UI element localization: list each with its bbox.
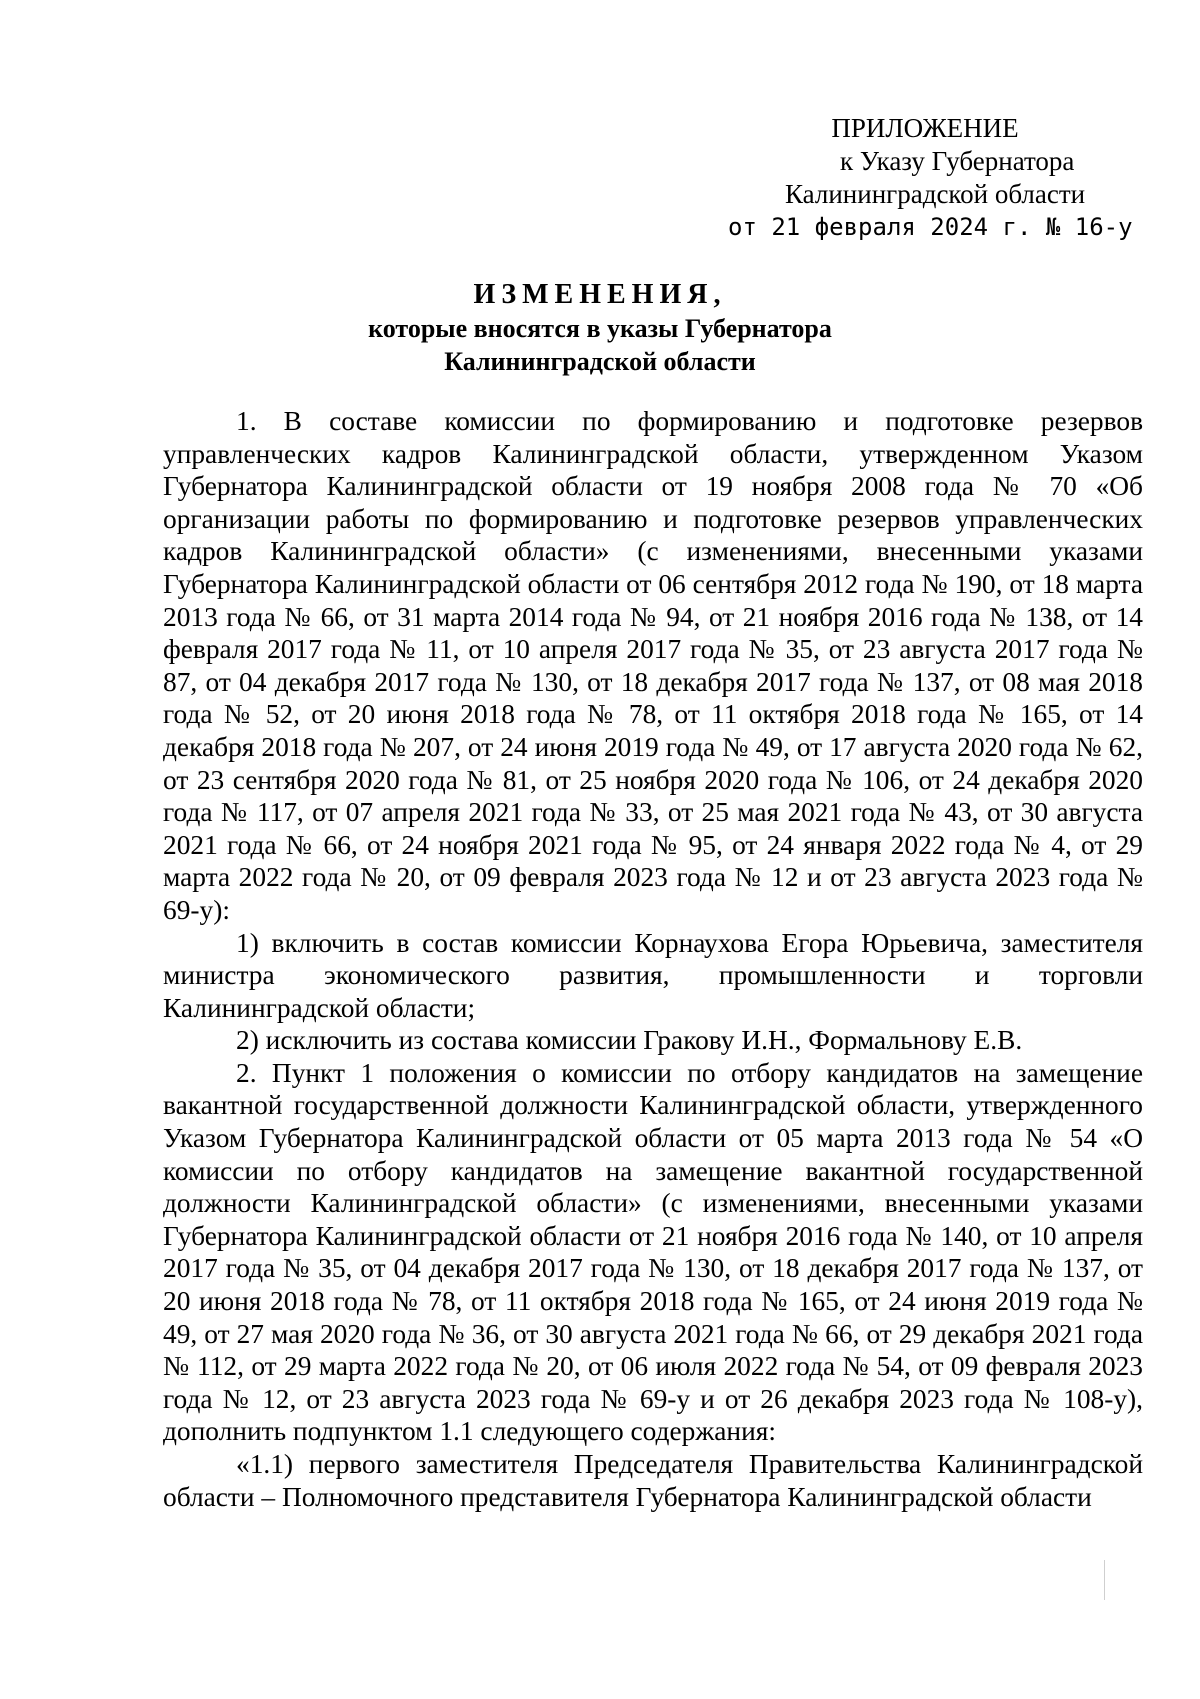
appendix-header bbox=[660, 112, 1140, 244]
paragraph-subitem-1: 1) включить в состав комиссии Корнаухова Егора Юрьевича, заместителя министра экономического развития, промышленности и торговли Калининградской области; bbox=[163, 927, 1143, 1023]
paragraph-item-2: 2. Пункт 1 положения о комиссии по отбору кандидатов на замещение вакантной государственной должности Калининградской области, утвержденного Указом Губернатора Калининградской области от 05 марта 2013 года № 54 «О комиссии по отбору кандидатов на замещение вакантной государственной должности Калининградской области» (с изменениями, внесенными указами Губернатора Калининградской области от 21 ноября 2016 года № 140, от 10 апреля 2017 года № 35, от 04 декабря 2017 года № 130, от 18 декабря 2017 года № 137, от 20 июня 2018 года № 78, от 11 октября 2018 года № 165, от 24 июня 2019 года № 49, от 27 мая 2020 года № 36, от 30 августа 2021 года № 66, от 29 декабря 2021 года № 112, от 29 марта 2022 года № 20, от 06 июля 2022 года № 54, от 09 февраля 2023 года № 12, от 23 августа 2023 года № 69-у и от 26 декабря 2023 года № 108-у), дополнить подпунктом 1.1 следующего содержания: bbox=[163, 1057, 1143, 1447]
document-body bbox=[163, 405, 1143, 1513]
paragraph-quote-1-1: «1.1) первого заместителя Председателя Правительства Калининградской области – Полномочного представителя Губернатора Калининградской области bbox=[163, 1449, 1143, 1512]
title-subtitle-line1: которые вносятся в указы Губернатора bbox=[368, 314, 832, 343]
decree-date-number: от 21 февраля 2024 г. № 16-у bbox=[728, 213, 1133, 241]
title-main: ИЗМЕНЕНИЯ, bbox=[473, 279, 727, 310]
scan-margin-mark bbox=[1104, 1560, 1105, 1600]
paragraph-item-1: 1. В составе комиссии по формированию и подготовке резервов управленческих кадров Калининградской области, утвержденном Указом Губернатора Калининградской области от 19 ноября 2008 года № 70 «Об организации работы по формированию и подготовке резервов управленческих кадров Калининградской области» (с изменениями, внесенными указами Губернатора Калининградской области от 06 сентября 2012 года № 190, от 18 марта 2013 года № 66, от 31 марта 2014 года № 94, от 21 ноября 2016 года № 138, от 14 февраля 2017 года № 11, от 10 апреля 2017 года № 35, от 23 августа 2017 года № 87, от 04 декабря 2017 года № 130, от 18 декабря 2017 года № 137, от 08 мая 2018 года № 52, от 20 июня 2018 года № 78, от 11 октября 2018 года № 165, от 14 декабря 2018 года № 207, от 24 июня 2019 года № 49, от 17 августа 2020 года № 62, от 23 сентября 2020 года № 81, от 25 ноября 2020 года № 106, от 24 декабря 2020 года № 117, от 07 апреля 2021 года № 33, от 25 мая 2021 года № 43, от 30 августа 2021 года № 66, от 24 ноября 2021 года № 95, от 24 января 2022 года № 4, от 29 марта 2022 года № 20, от 09 февраля 2023 года № 12 и от 23 августа 2023 года № 69-у): bbox=[163, 406, 1143, 925]
document-title bbox=[140, 278, 1060, 378]
decree-reference: к Указу Губернатора bbox=[840, 146, 1075, 176]
title-subtitle-line2: Калининградской области bbox=[444, 347, 756, 376]
appendix-label: ПРИЛОЖЕНИЕ bbox=[831, 113, 1019, 143]
region-name: Калининградской области bbox=[785, 179, 1086, 209]
paragraph-subitem-2: 2) исключить из состава комиссии Гракову И.Н., Формальнову Е.В. bbox=[236, 1025, 1023, 1056]
